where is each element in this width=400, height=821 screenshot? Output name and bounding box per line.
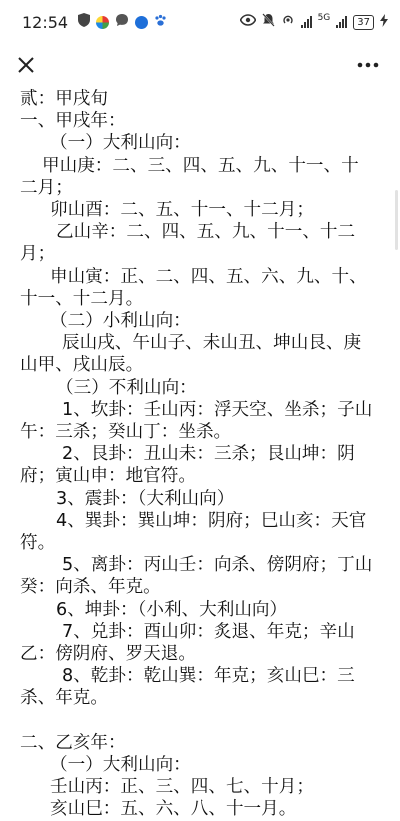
text-line: 甲山庚：二、三、四、五、九、十一、十 [42,155,359,176]
eye-icon [240,14,256,30]
status-right [240,13,388,31]
chat-icon [115,13,129,31]
text-line: 4、巽卦：巽山坤：阴府；巳山亥：天官 [56,510,367,531]
text-line: 癸：向杀、年克。 [20,577,161,598]
subsection-heading: （二）小利山向： [50,311,191,332]
status-left [22,13,167,32]
battery-level: 37 [357,16,370,28]
text-line: 2、艮卦：丑山未：三杀；艮山坤：阴 [62,444,355,465]
charging-icon [380,14,388,31]
section-heading: 贰：甲戌旬 [20,89,108,109]
year-heading: 一、甲戌年： [20,111,126,132]
more-horizontal-icon [357,62,379,68]
subsection-heading: （三）不利山向： [56,377,197,398]
text-line: 3、震卦：（大利山向） [56,488,235,509]
text-line: 月； [20,244,56,265]
text-line: 十一、十二月。 [20,288,144,309]
app-icon-blue [135,16,148,29]
text-line: 山甲、戌山辰。 [20,355,144,376]
text-line: 5、离卦：丙山壬：向杀、傍阴府；丁山 [62,555,373,576]
article-body [0,88,400,821]
bell-muted-icon [262,13,275,31]
text-line: 二月； [20,177,73,198]
shield-icon [78,13,90,31]
text-line: 乙山辛：二、四、五、九、十一、十二 [56,222,356,243]
subsection-heading: （一）大利山向： [50,754,191,775]
text-line: 亥山巳：五、六、八、十一月。 [50,799,297,820]
text-line: 6、坤卦：（小利、大利山向） [56,599,288,620]
signal-icon [301,16,312,28]
network-label: 5G [317,13,331,23]
battery-icon [353,15,374,30]
text-line: 乙：傍阴府、罗天退。 [20,644,196,665]
text-line: 申山寅：正、二、四、五、六、九、十、 [50,266,367,287]
text-line: 符。 [20,533,56,554]
text-line: 杀、年克。 [20,688,108,709]
app-icon-colorful [96,16,109,29]
status-bar [0,0,400,44]
text-line: 7、兑卦：酉山卯：炙退、年克；辛山 [62,621,355,642]
close-icon [17,56,35,74]
subsection-heading: （一）大利山向： [50,133,191,154]
status-time: 12:54 [22,12,69,32]
text-line: 卯山酉：二、五、十一、十二月； [50,200,314,221]
year-heading: 二、乙亥年： [20,732,126,753]
hotspot-icon [281,13,295,31]
paw-icon [154,13,167,31]
text-line: 8、乾卦：乾山巽：年克；亥山巳：三 [62,666,355,687]
text-line: 壬山丙：正、三、四、七、十月； [50,777,314,798]
text-line: 府；寅山申：地官符。 [20,466,196,487]
text-line: 辰山戌、午山子、未山丑、坤山艮、庚 [62,333,362,354]
blank-line [20,710,390,732]
text-line: 午：三杀；癸山丁：坐杀。 [20,422,232,443]
close-button[interactable] [10,49,42,81]
more-options-button[interactable] [352,49,384,81]
text-line: 1、坎卦：壬山丙：浮天空、坐杀；子山 [62,399,373,420]
signal-icon-2 [336,16,347,28]
top-app-bar [0,44,400,86]
